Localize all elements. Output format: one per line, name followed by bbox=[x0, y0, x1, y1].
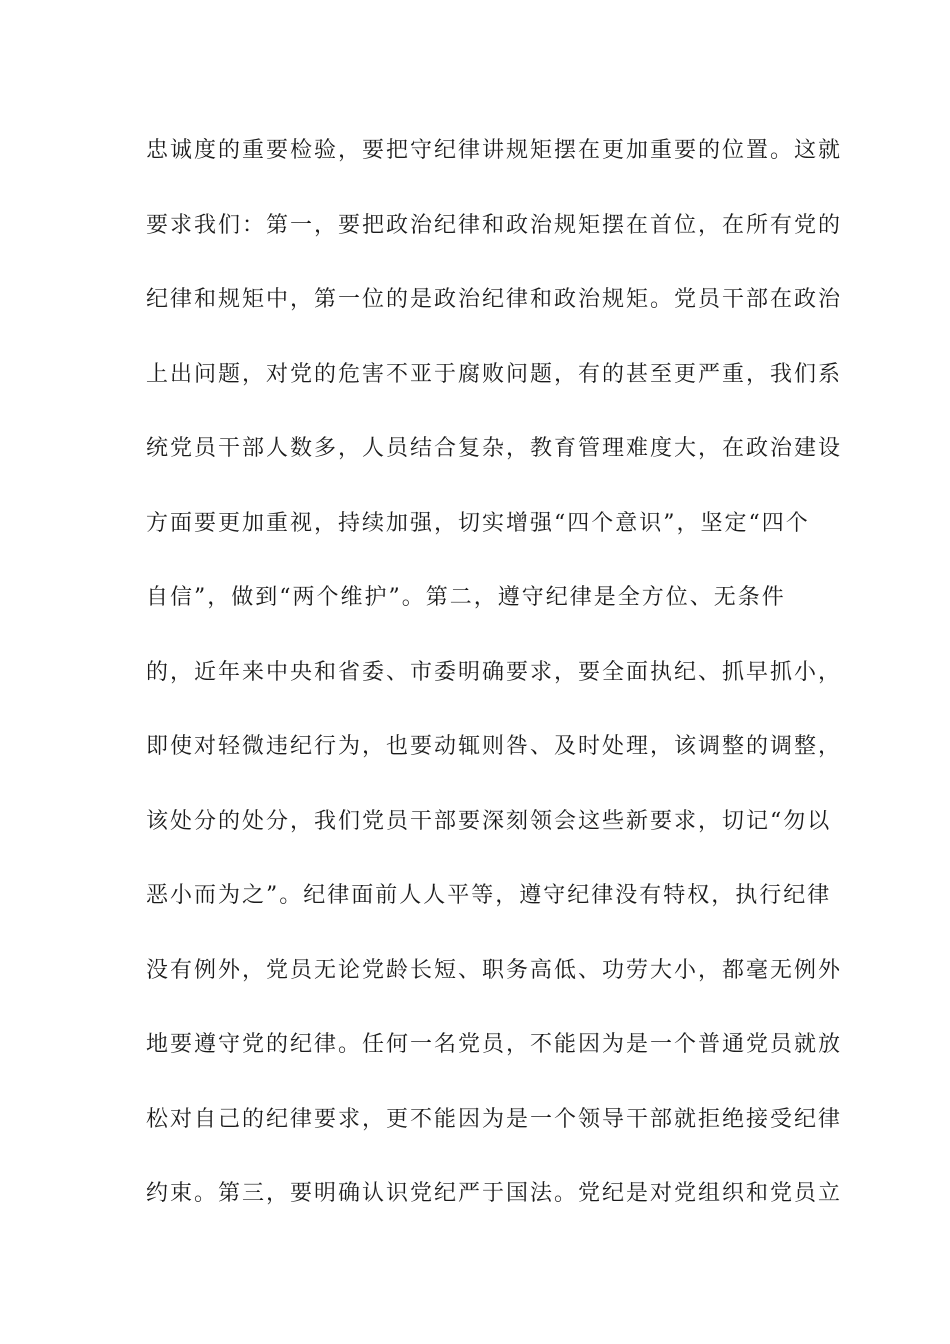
text-line: 统党员干部人数多，人员结合复杂，教育管理难度大，在政治建设 bbox=[146, 436, 843, 461]
text-line: 该处分的处分，我们党员干部要深刻领会这些新要求，切记“勿以 bbox=[146, 808, 832, 834]
text-line: 地要遵守党的纪律。任何一名党员，不能因为是一个普通党员就放 bbox=[146, 1032, 843, 1057]
text-line: 约束。第三，要明确认识党纪严于国法。党纪是对党组织和党员立 bbox=[146, 1181, 843, 1206]
text-line: 松对自己的纪律要求，更不能因为是一个领导干部就拒绝接受纪律 bbox=[146, 1106, 843, 1132]
text-line: 恶小而为之”。纪律面前人人平等，遵守纪律没有特权，执行纪律 bbox=[146, 883, 832, 908]
text-line: 的，近年来中央和省委、市委明确要求，要全面执纪、抓早抓小， bbox=[146, 659, 843, 685]
text-line: 忠诚度的重要检验，要把守纪律讲规矩摆在更加重要的位置。这就 bbox=[146, 138, 843, 163]
text-line: 即使对轻微违纪行为，也要动辄则咎、及时处理，该调整的调整， bbox=[146, 734, 843, 759]
text-line: 上出问题，对党的危害不亚于腐败问题，有的甚至更严重，我们系 bbox=[146, 361, 843, 387]
body-text bbox=[146, 128, 843, 1246]
text-line: 方面要更加重视，持续加强，切实增强“四个意识”，坚定“四个 bbox=[146, 510, 810, 536]
text-line: 要求我们：第一，要把政治纪律和政治规矩摆在首位，在所有党的 bbox=[146, 212, 843, 238]
text-line: 自信”，做到“两个维护”。第二，遵守纪律是全方位、无条件 bbox=[146, 585, 786, 610]
text-line: 没有例外，党员无论党龄长短、职务高低、功劳大小，都毫无例外 bbox=[146, 957, 843, 983]
text-line: 纪律和规矩中，第一位的是政治纪律和政治规矩。党员干部在政治 bbox=[146, 287, 843, 312]
